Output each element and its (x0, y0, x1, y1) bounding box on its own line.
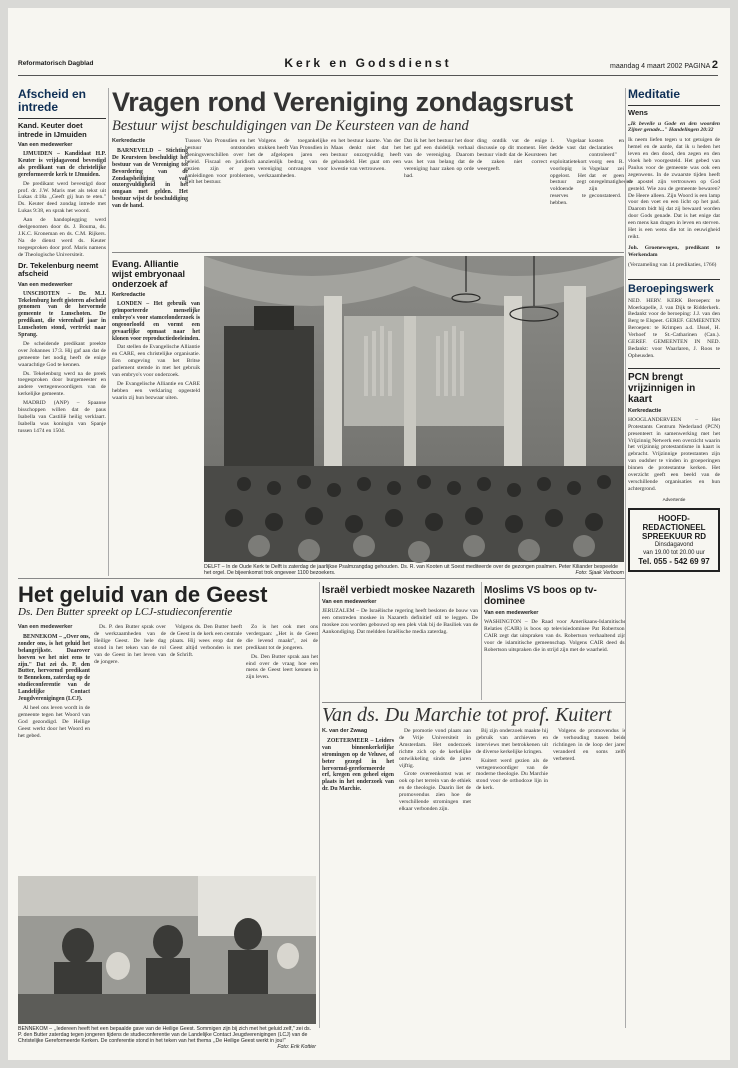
page-label: PAGINA (684, 63, 710, 70)
geest-article-columns (18, 624, 318, 872)
right-column (628, 88, 720, 1028)
section-divider (322, 702, 626, 703)
article-intro: LONDEN – Het gebruik van geïmporteerde menselijke embryo's voor stamcelonderzoek is ongeoorloofd en vormt een gevaarlijke opmaat naar het klonen voor reproductiedoeleinden. (112, 301, 200, 342)
advert-time: van 19.00 tot 20.00 uur (643, 549, 705, 556)
article-byline: Van een medewerker (18, 281, 73, 288)
article-heading: Kand. Keuter doet intrede in IJmuiden (18, 121, 87, 139)
geest-column-1 (18, 624, 90, 872)
article-paragraph: Volgens de promovendus is de verhouding tussen beide richtingen in de loop der jaren veranderd en soms zelfs verbeterd. (553, 728, 626, 762)
article-paragraph: Al heel ons leven wordt in de gemeente tegen het Woord van God gezondigd. De Heilige Geest werkt door het Woord en het gebed. (18, 704, 90, 739)
church-interior-photo (204, 256, 624, 562)
article-paragraph: Volgens ds. Den Butter heeft de Geest in de kerk een centrale plaats. Hij wees erop dat de Geest altijd verbonden is met de Schrift. (170, 624, 242, 658)
page-number: 2 (711, 59, 718, 71)
marchie-column-2 (399, 728, 471, 1028)
news-brief: MADRID (ANP) – Spaanse bisschoppen willen dat de paus Isabella van Castilië heilig verklaart. Isabella was koningin van Spanje tussen 1474 en 1504. (18, 400, 106, 434)
article-byline: Van een medewerker (18, 624, 73, 630)
article-paragraph: Zo is het ook met ons verdergaan: ,,Het is de Geest die levend maakt", zei de predikant tot de jongeren. (246, 624, 318, 651)
main-headline: Vragen rond Vereniging zondagsrust (112, 87, 573, 117)
article-byline: Van een medewerker (18, 142, 73, 148)
section-rule (18, 118, 106, 119)
beroeping-heading: Beroepingswerk (628, 282, 714, 295)
section-divider (18, 578, 626, 579)
advert-box (628, 508, 720, 572)
caption-text: BENNEKOM – ,,Iedereen heeft het een bepaalde gave van de Heilige Geest. Sommigen zijn bij zich met het geluid zelf," zei ds. P. den Butter zaterdag tegen jongeren tijdens de studieconferentie van de Landelijke Contact Jeugdverenigingen (LCJ) van de Christelijke Gereformeerde Kerken. De conferentie stond in het teken van het thema ,,De Heilige Geest werkt in jou!" (18, 1026, 312, 1044)
main-column-8: kosten en declaraties controleerd" voorg een R. Vogelaar zei dat er geen onregelmatigheden zijn geconstateerd. (589, 138, 632, 200)
moslims-article (484, 582, 626, 700)
marchie-column-3 (476, 728, 548, 1028)
main-column-7: 1. Vogelaar dedde vast dat het exploitatietekort voorlopig is opgelost. Het bestuur zegt voldoende reserves te hebben. (550, 138, 587, 207)
geest-subheadline: Ds. Den Butter spreekt op LCJ-studieconferentie (18, 606, 233, 618)
article-byline: Van een medewerker (322, 599, 377, 605)
pcn-heading: PCN brengt vrijzinnigen in kaart (628, 371, 696, 405)
article-paragraph: De scheidende predikant preekte over Johannes 17:3. Hij gaf aan dat de gemeente het nodig heeft de enige waarachtige God te kennen. (18, 340, 106, 368)
article-intro: BENNEKOM – ,,Over ons, zonder ons, is het geluid het belangrijkste. Daarover hoeven we het niet eens te zijn." Dat zei ds. P. den Butter, hervormd predikant te Bennekom, zaterdag op de studieconferentie van de Landelijke Contact Jeugdverenigingen (LCJ). (18, 633, 90, 703)
main-byline: Kerkredactie (112, 138, 146, 144)
marchie-article-columns (322, 728, 626, 1028)
page-info (610, 59, 718, 71)
left-section-title: Afscheid en intrede (18, 87, 87, 114)
main-column-6: ding ontdik vat de enige discussie op dit moment. Het bestuur vindt dat de Keursteen de zaken niet correct weergeeft. (477, 138, 547, 172)
main-column-2: Tussen Van Pronsdien en het bestuur ontstonden meningsverschillen over het beleid. Fiscaal en juridisch gezien zijn er geen aanleidingen voor problemen, stelt het bestuur. (185, 138, 255, 186)
article-byline: Van een medewerker (484, 610, 539, 616)
marchie-column-4 (553, 728, 626, 1028)
pcn-body: HOOGLANDERVEEN – Het Protestants Centrum Nederland (PCN) presenteert in samenwerking met het Vrijzinnig Netwerk een overzicht waarin het vrijzinnig protestantisme in kaart is gebracht. Vrijzinnige protestanten zijn van oudsher te vinden in groeperingen binnen de protestantse kerken. Het overzicht geeft een beeld van de verschillende organisaties en hun achtergrond. (628, 416, 720, 492)
main-subheadline: Bestuur wijst beschuldigingen van De Keursteen van de hand (112, 118, 469, 134)
masthead (18, 54, 718, 76)
marchie-column-1 (322, 728, 394, 1028)
article-paragraph: Ds. Den Butter sprak aan het eind over de vraag hoe een mens de Geest leert kennen in zijn leven. (246, 653, 318, 681)
section-divider (112, 252, 624, 253)
main-column-5: Dat ik het het bestuur het door het gaf een duidelijk verhaal van de vereniging. Daarom was het van belang dat de vereniging haar zaken op orde had. (404, 138, 474, 179)
photo-caption (204, 564, 624, 576)
right-section-title: Meditatie (628, 87, 681, 101)
advert-day: Dinsdagavond (654, 541, 694, 548)
advert-title: HOOFD-REDACTIONEEL SPREEKUUR RD (641, 513, 706, 541)
article-body: JERUZALEM – De Israëlische regering heeft besloten de bouw van een omstreden moskee in Nazareth definitief stil te leggen. De moskee zou worden gebouwd op een plek vlak bij de Basiliek van de Aankondiging. Dat meldden Israëlische media zaterdag. (322, 608, 478, 635)
meditation-heading: Wens (628, 108, 648, 117)
article-intro: IJMUIDEN – Kandidaat H.P. Keuter is vrijdagavond bevestigd als predikant van de christelijke gereformeerde kerk te IJmuiden. (18, 151, 106, 178)
article-paragraph: Ds. Tekelenburg werd na de preek toegesproken door burgemeester en andere vertegenwoordigers van de kerkelijke gemeente. (18, 370, 106, 398)
conference-photo (18, 876, 316, 1024)
article-paragraph: Kuitert werd gezien als de vertegenwoordiger van de moderne theologie. Du Marchie stond voor de orthodoxe lijn in de kerk. (476, 757, 548, 792)
beroeping-body: NED. HERV. KERK Beroepen: te Moerkapelle, J. van Dijk te Ridderkerk. Bedankt voor de beroeping: J.J. van den Berg te Elspeet. GEREF. GEMEENTEN Beroepen: te Krimpen a.d. IJssel, H. Verhoef te St.-Catharinen (Can.). GEREF. GEMEENTEN IN NED. Bedankt: voor Waarlaren, J. Roos te Opheusden. (628, 297, 720, 359)
geest-column-4 (246, 624, 318, 872)
article-byline: Kerkredactie (112, 292, 146, 298)
paper-name: Reformatorisch Dagblad (18, 60, 94, 67)
section-name: Kerk en Godsdienst (284, 56, 452, 70)
meditation-body: Ik neem liefen tegen u tot getuigen de hemel en de aarde, dat ik u heden het leven en den dood, den zegen en den vloek heb voorgesteld. Het gebed van Paulus voor de gemeente was ook een zegenwens. In de zwaarste tijden heeft de apostel zijn vertrouwen op God gesteld. Wie zou de gemeente bewaren? De Heere alleen. Zijn Woord is een lamp voor den voet en een licht op het pad. Daarom bidt hij dat zij bewaard worden door Gods genade. Dat is het enige dat een mens kan dragen in leven en sterven. Het is een wens die tot in eeuwigheid reikt. (628, 137, 720, 240)
article-paragraph: De Evangelische Alliantie en CARE hebben een verklaring opgesteld waarin zij hun bezwaar uiten. (112, 380, 200, 401)
pcn-byline: Kerkredactie (628, 407, 662, 414)
column-divider (481, 582, 482, 700)
article-paragraph: Bij zijn onderzoek maakte hij gebruik van archieven en interviews met betrokkenen uit de diverse kerkelijke kringen. (476, 728, 548, 755)
caption-text: DELFT – In de Oude Kerk te Delft is zaterdag de jaarlijkse Psalmzangdag gehouden. Ds. R. van Kooten uit Soest mediteerde over de gezongen psalmen. Peter Kiliander bespeelde het orgel. De bijeenkomst trok ongeveer 1100 bezoekers. (204, 564, 618, 576)
meditation-quote: ,,Ik beveile u Gode en den woorden Zijner genade..." Handelingen 20:32 (628, 120, 720, 134)
article-heading: Moslims VS boos op tv-dominee (484, 585, 597, 607)
article-body (112, 301, 200, 402)
advert-phone: Tel. 055 - 542 69 97 (638, 556, 710, 566)
geest-headline: Het geluid van de Geest (18, 582, 268, 607)
newspaper-page (8, 8, 730, 1060)
section-rule (628, 279, 720, 280)
article-heading: Israël verbiedt moskee Nazareth (322, 585, 475, 596)
article-byline: K. van der Zwaag (322, 728, 368, 734)
photo-credit: Foto: Erik Kottier (277, 1044, 316, 1050)
geest-column-3 (170, 624, 242, 872)
article-body: WASHINGTON – De Raad voor Amerikaans-Islamitische Relaties (CAIR) is boos op televisiedominee Pat Robertson. CAIR zegt dat uitspraken van ds. Robertson verhaaltend zijn voor de islamitische gemeenschap. Volgens CAIR deed ds. Robertson uitspraken die in strijd zijn met de waarheid. (484, 619, 626, 653)
article-paragraph: De predikant werd bevestigd door prof. dr. J.W. Maris met als tekst uit Lukas 4:18a ,,Geeft gij hun te eten." Ds. Keuter deed zondag intrede met Lukas 9:38, en sprak het woord. (18, 180, 106, 215)
column-divider (625, 88, 626, 1028)
article-intro: UNSCHOTEN – Dr. M.J. Tekelenburg heeft gisteren afscheid genomen van de hervormde gemeente te Lunschoten. De predikant, die vierenhalf jaar in Lunschoten stond, vertrekt naar Sprang. (18, 290, 106, 339)
article-heading: Evang. Alliantie wijst embryonaal onderzoek af (112, 259, 186, 289)
article-paragraph: Dat stellen de Evangelische Alliantie en CARE, een christelijke organisatie. Een omgeving van het Britse parlement stemde in met het gebruik van embryo's voor onderzoek. (112, 344, 200, 379)
ad-label: Advertentie (662, 496, 686, 502)
marchie-headline: Van ds. Du Marchie tot prof. Kuitert (322, 704, 612, 726)
conference-image (18, 876, 316, 1024)
article-body (18, 151, 106, 259)
israel-article (322, 582, 478, 700)
article-paragraph: Grote overeenkomst was er ook op het terrein van de ethiek en de theologie. Daarin liet de promovendus zien hoe de verschillende stromingen met elkaar verbonden zijn. (399, 771, 471, 812)
main-column-4: en het bestuur kaarte. Van der Maas denkt niet dat het bestuur onzorgvuldig heeft gehandeld. Het gaat om een kwestie van vertrouwen. (331, 138, 401, 172)
church-interior-image (204, 256, 624, 562)
article-heading: Dr. Tekelenburg neemt afscheid (18, 260, 99, 279)
main-article-columns (112, 138, 632, 246)
main-column-1 (112, 138, 188, 246)
article-paragraph: Aan de handoplegging werd deelgenomen door ds. J. Bouma, ds. J.K.C. Kroneman en ds. C.M. Rijkers. Na de dienst werd ds. Keuter toegesproken door prof. Maris namens de Theologische Universiteit. (18, 217, 106, 258)
photo-credit: Foto: Sjaak Verboom (575, 570, 624, 576)
evang-article (112, 256, 200, 566)
article-body (18, 291, 106, 435)
column-divider (108, 88, 109, 576)
main-column-3: Volgens de toegankelijke stukken heeft Van Pronsdien in de afgelopen jaren een aanzienlijk bedrag van de vereniging ontvangen voor werkzaamheden. (258, 138, 328, 179)
article-paragraph: Ds. P. den Butter sprak over de werkzaamheden van de Heilige Geest. De hele dag stond in het teken van de rol van de Geest in het leven van de jongere. (94, 624, 166, 665)
section-rule (628, 105, 720, 106)
geest-column-2 (94, 624, 166, 872)
meditation-note: (Verzameling van 14 predikaties, 1766) (628, 261, 717, 268)
main-intro: BARNEVELD – Stichting De Keursteen beschuldigt het bestuur van de Vereniging tot Bevordering van de Zondagsheiliging van onzorgvuldigheid in het omgaan met gelden. Het bestuur wijst de beschuldiging van de hand. (112, 147, 188, 210)
left-column (18, 88, 106, 606)
article-paragraph: De promotie vond plaats aan de Vrije Universiteit in Amsterdam. Het onderzoek richtte zich op de kerkelijke ontwikkeling sinds de jaren vijftig. (399, 728, 471, 769)
column-divider (319, 582, 320, 1028)
article-intro: ZOETERMEER – Leiders van binnenkerkelijke stromingen op de Veluwe, of beter gezegd in het hervormd-gereformeerde erf, kregen een geheel eigen plaats in het onderzoek van dr. Du Marchie. (322, 737, 394, 793)
section-rule (628, 368, 720, 369)
photo-caption (18, 1026, 316, 1050)
meditation-signature: Joh. Groenewegen, predikant te Werkendam (628, 244, 720, 258)
issue-date: maandag 4 maart 2002 (610, 63, 683, 70)
